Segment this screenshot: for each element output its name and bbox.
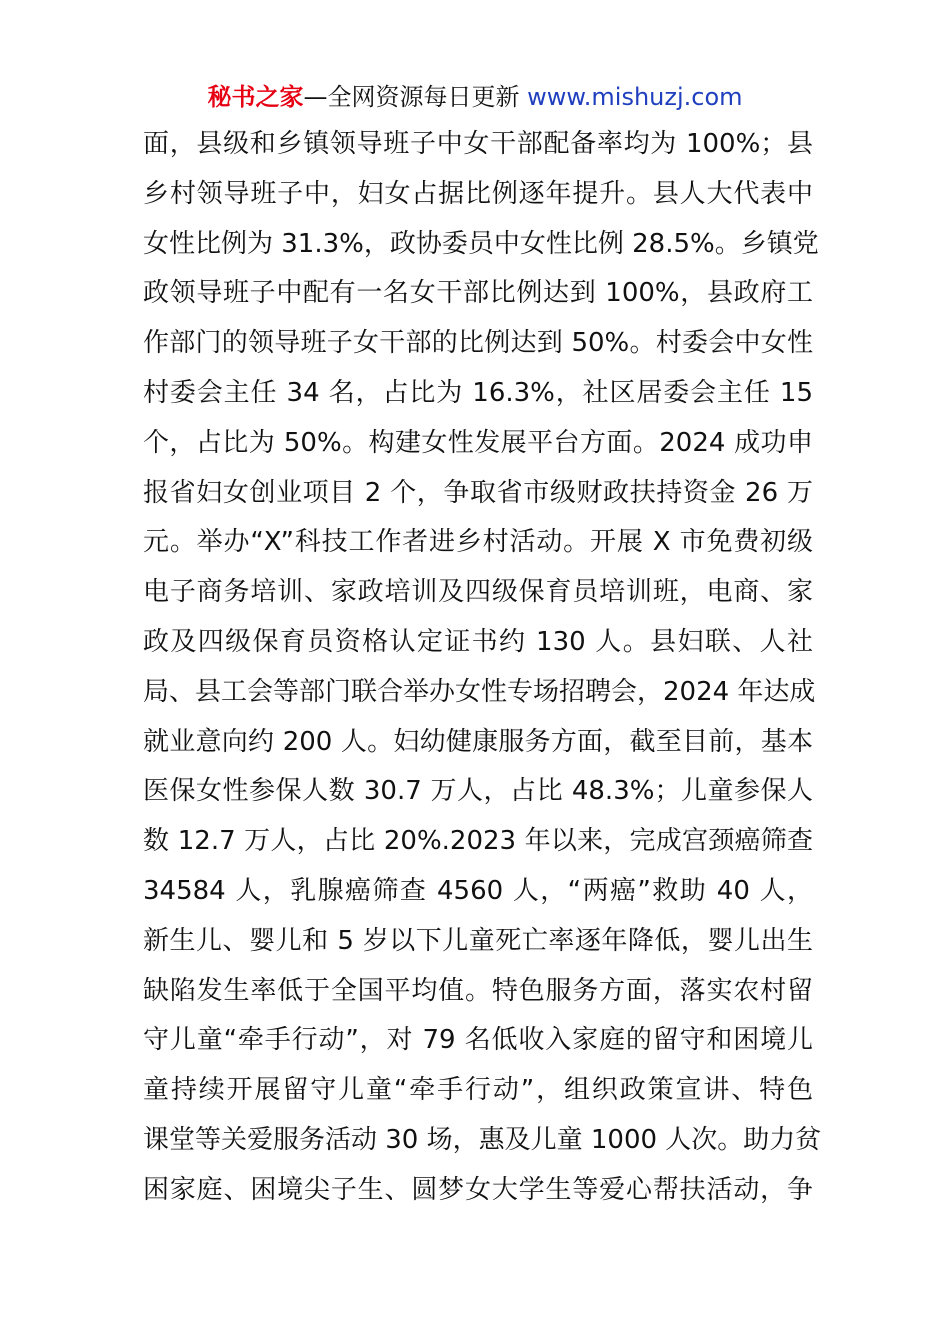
site-url-link[interactable]: www.mishuzj.com bbox=[527, 83, 743, 111]
text-line: 作部门的领导班子女干部的比例达到 50%。村委会中女性 bbox=[143, 328, 813, 359]
text-line: 就业意向约 200 人。妇幼健康服务方面，截至目前，基本 bbox=[143, 726, 813, 757]
header-tagline: —全网资源每日更新 bbox=[303, 83, 528, 111]
text-line: 女性比例为 31.3%，政协委员中女性比例 28.5%。乡镇党 bbox=[143, 228, 819, 259]
text-line: 元。举办“X”科技工作者进乡村活动。开展 X 市免费初级 bbox=[143, 527, 813, 558]
document-body bbox=[143, 120, 822, 1216]
brand-name: 秘书之家 bbox=[207, 83, 304, 111]
text-line: 面，县级和乡镇领导班子中女干部配备率均为 100%；县 bbox=[143, 129, 813, 159]
text-line: 童持续开展留守儿童“牵手行动”，组织政策宣讲、特色 bbox=[143, 1075, 813, 1106]
text-line: 局、县工会等部门联合举办女性专场招聘会，2024 年达成 bbox=[143, 676, 816, 707]
text-line: 守儿童“牵手行动”，对 79 名低收入家庭的留守和困境儿 bbox=[143, 1025, 813, 1056]
text-line: 电子商务培训、家政培训及四级保育员培训班，电商、家 bbox=[143, 577, 813, 608]
text-line: 个，占比为 50%。构建女性发展平台方面。2024 成功申 bbox=[143, 427, 813, 458]
text-line: 政及四级保育员资格认定证书约 130 人。县妇联、人社 bbox=[143, 626, 813, 657]
text-line: 村委会主任 34 名，占比为 16.3%，社区居委会主任 15 bbox=[143, 377, 813, 408]
text-line: 乡村领导班子中，妇女占据比例逐年提升。县人大代表中 bbox=[143, 178, 813, 209]
text-line: 课堂等关爱服务活动 30 场，惠及儿童 1000 人次。助力贫 bbox=[143, 1124, 822, 1155]
text-line: 报省妇女创业项目 2 个，争取省市级财政扶持资金 26 万 bbox=[143, 477, 813, 508]
page-header bbox=[0, 80, 950, 114]
text-line: 困家庭、困境尖子生、圆梦女大学生等爱心帮扶活动，争 bbox=[143, 1174, 813, 1205]
text-line: 缺陷发生率低于全国平均值。特色服务方面，落实农村留 bbox=[143, 975, 813, 1006]
text-line: 政领导班子中配有一名女干部比例达到 100%，县政府工 bbox=[143, 278, 813, 309]
text-line: 医保女性参保人数 30.7 万人，占比 48.3%；儿童参保人 bbox=[143, 776, 813, 807]
text-line: 新生儿、婴儿和 5 岁以下儿童死亡率逐年降低，婴儿出生 bbox=[143, 925, 813, 956]
text-line: 34584 人，乳腺癌筛查 4560 人，“两癌”救助 40 人， bbox=[143, 875, 813, 906]
text-line: 数 12.7 万人，占比 20%.2023 年以来，完成宫颈癌筛查 bbox=[143, 826, 813, 857]
